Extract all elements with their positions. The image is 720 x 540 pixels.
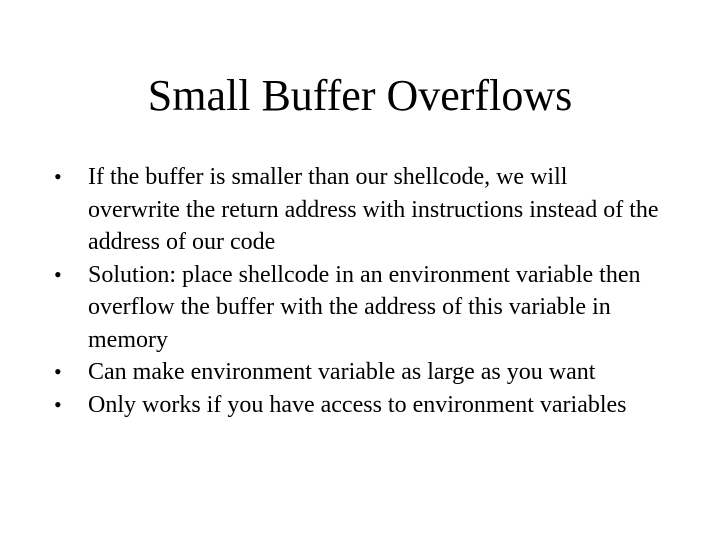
bullet-dot-icon: •: [54, 261, 62, 287]
bullet-dot-icon: •: [54, 391, 62, 417]
bullet-text: If the buffer is smaller than our shellcode, we will overwrite the return address with instructions instead of the address of our code: [88, 164, 659, 255]
bullet-dot-icon: •: [54, 359, 62, 384]
bullet-item: [54, 389, 664, 422]
bullet-text: Only works if you have access to environment variables: [88, 391, 627, 418]
bullet-item: [54, 161, 664, 259]
slide-title: Small Buffer Overflows: [147, 71, 573, 120]
bullet-text: Solution: place shellcode in an environment variable then overflow the buffer with the address of this variable in memory: [88, 261, 641, 353]
bullet-dot-icon: •: [54, 164, 62, 189]
bullet-list: [54, 161, 664, 421]
bullet-item: [54, 356, 664, 389]
bullet-text: Can make environment variable as large as you want: [88, 359, 596, 385]
bullet-item: [54, 259, 664, 357]
